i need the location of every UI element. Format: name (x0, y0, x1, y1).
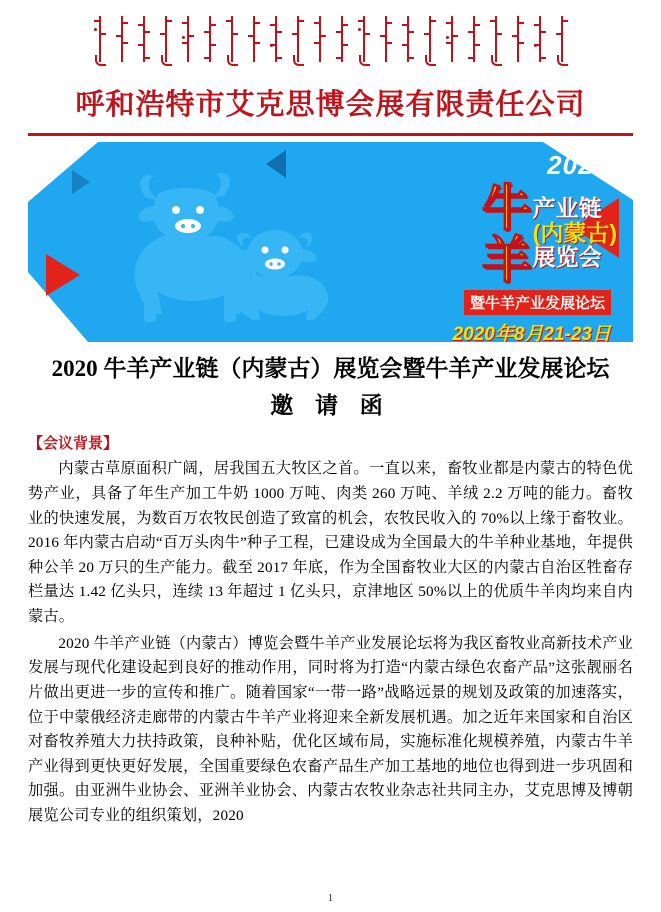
event-banner (28, 142, 633, 342)
mongolian-glyph (489, 14, 502, 66)
company-title: 呼和浩特市艾克思博会展有限责任公司 (75, 89, 586, 121)
banner-chain-lines (533, 196, 617, 270)
red-triangle-left-icon (46, 254, 80, 296)
banner-title-row (317, 181, 617, 285)
mongolian-glyph (93, 14, 106, 66)
banner-main-title: 牛羊 (474, 181, 531, 285)
mongolian-glyph (137, 14, 150, 66)
mongolian-glyph (401, 14, 414, 66)
banner-chain-line-2: (内蒙古) (532, 219, 617, 246)
body-text (28, 457, 633, 828)
mongolian-glyph (445, 14, 458, 66)
mongolian-glyph (115, 14, 128, 66)
mongolian-glyph (379, 14, 392, 66)
banner-chain-line-3: 展览会 (532, 244, 602, 271)
banner-date: 2020年8月21-23日 (452, 324, 611, 342)
page-subtitle: 邀 请 函 (270, 393, 391, 419)
banner-text-block (317, 150, 617, 342)
mongolian-glyph (511, 14, 524, 66)
title-divider (28, 133, 633, 136)
mongolian-glyph (313, 14, 326, 66)
mongolian-glyph (335, 14, 348, 66)
mongolian-glyph (423, 14, 436, 66)
banner-year: 2020 (547, 150, 609, 180)
mongolian-glyph (291, 14, 304, 66)
mongolian-glyph (467, 14, 480, 66)
mongolian-glyph (203, 14, 216, 66)
mongolian-glyph (225, 14, 238, 66)
mongolian-glyph (555, 14, 568, 66)
blue-triangle-one-icon (72, 170, 90, 194)
mongolian-script-band (28, 0, 633, 76)
page-number: 1 (327, 892, 334, 904)
mongolian-glyph (247, 14, 260, 66)
paragraph: 内蒙古草原面积广阔，居我国五大牧区之首。一直以来，畜牧业都是内蒙古的特色优势产业，具备了年生产加工牛奶 1000 万吨、肉类 260 万吨、羊绒 2.2 万吨的能力。畜牧业的快速发展，为数百万农牧民创造了致富的机会，农牧民收入的 70%以上缘于畜牧业。2016 年内蒙古启动“百万头肉牛”种子工程，已建设成为全国最大的牛羊种业基地，年提供种公羊 20 万只的生产能力。截至 2017 年底，作为全国畜牧业大区的内蒙古自治区牲畜存栏量达 1.42 亿头只，连续 13 年超过 1 亿头只，京津地区 50%以上的优质牛羊肉均来自内蒙古。 (28, 460, 633, 626)
page-title: 2020 牛羊产业链（内蒙古）展览会暨牛羊产业发展论坛 (51, 356, 610, 381)
mongolian-glyph (181, 14, 194, 66)
mongolian-glyph (159, 14, 172, 66)
section-heading-background: 【会议背景】 (28, 436, 119, 453)
mongolian-glyph (533, 14, 546, 66)
banner-chain-line-1: 产业链 (532, 195, 602, 222)
mongolian-glyph (269, 14, 282, 66)
paragraph: 2020 牛羊产业链（内蒙古）博览会暨牛羊产业发展论坛将为我区畜牧业高新技术产业发展与现代化建设起到良好的推动作用，同时将为打造“内蒙古绿色农畜产品”这张靓丽名片做出更进一步的宣传和推广。随着国家“一带一路”战略远景的规划及政策的加速落实，位于中蒙俄经济走廊带的内蒙古牛羊产业将迎来全新发展机遇。加之近年来国家和自治区对畜牧养殖大力扶持政策，良种补贴，优化区域布局，实施标准化规模养殖，内蒙古牛羊产业得到更快更好发展，全国重要绿色农畜产品生产加工基地的地位也得到进一步巩固和加强。由亚洲牛业协会、亚洲羊业协会、内蒙古农牧业杂志社共同主办，艾克思博及博朝展览公司专业的组织策划，2020 (28, 634, 633, 825)
mongolian-glyph (357, 14, 370, 66)
banner-forum-bar: 暨牛羊产业发展论坛 (464, 290, 611, 315)
